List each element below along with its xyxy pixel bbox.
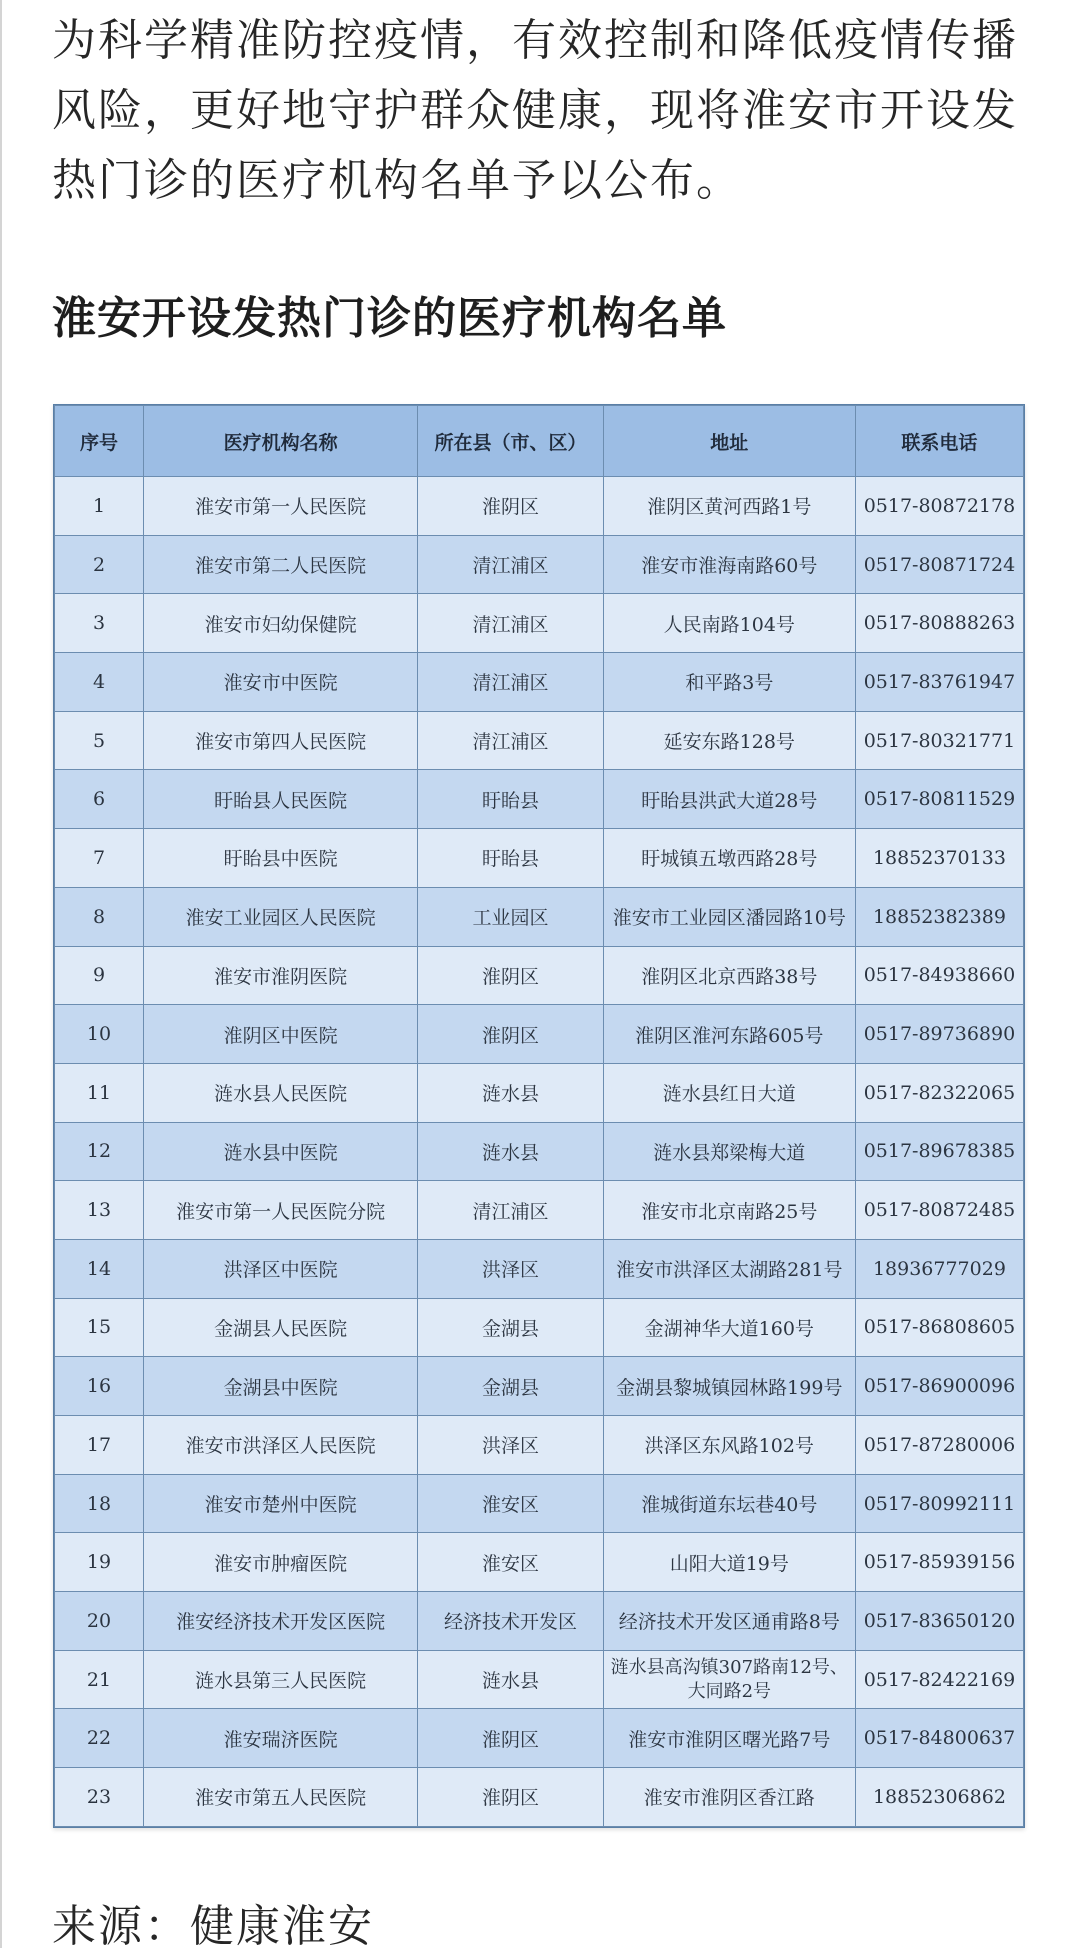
cell-phone: 0517-89736890 — [855, 1005, 1023, 1064]
cell-phone: 0517-85939156 — [855, 1533, 1023, 1592]
cell-district: 金湖县 — [418, 1357, 603, 1416]
cell-index: 13 — [55, 1181, 144, 1240]
header-district: 所在县（市、区） — [418, 406, 603, 477]
cell-institution: 淮安市肿瘤医院 — [143, 1533, 417, 1592]
cell-district: 清江浦区 — [418, 653, 603, 712]
table-row — [55, 1650, 1024, 1709]
table-row — [55, 1709, 1024, 1768]
cell-institution: 淮安市淮阴医院 — [143, 946, 417, 1005]
cell-index: 17 — [55, 1416, 144, 1475]
cell-address: 淮安市北京南路25号 — [603, 1181, 855, 1240]
table-row — [55, 829, 1024, 888]
table-row — [55, 1298, 1024, 1357]
cell-phone: 0517-84800637 — [855, 1709, 1023, 1768]
cell-district: 涟水县 — [418, 1063, 603, 1122]
cell-address: 人民南路104号 — [603, 594, 855, 653]
cell-district: 淮阴区 — [418, 477, 603, 536]
table-row — [55, 1592, 1024, 1651]
cell-institution: 涟水县第三人民医院 — [143, 1650, 417, 1709]
header-phone: 联系电话 — [855, 406, 1023, 477]
cell-district: 工业园区 — [418, 887, 603, 946]
source-line: 来源：健康淮安 — [52, 1901, 374, 1952]
table-row — [55, 711, 1024, 770]
cell-district: 涟水县 — [418, 1122, 603, 1181]
table-row — [55, 594, 1024, 653]
cell-institution: 涟水县人民医院 — [143, 1063, 417, 1122]
header-index: 序号 — [55, 406, 144, 477]
cell-district: 淮安区 — [418, 1533, 603, 1592]
cell-district: 清江浦区 — [418, 594, 603, 653]
cell-district: 经济技术开发区 — [418, 1592, 603, 1651]
table-row — [55, 1005, 1024, 1064]
cell-institution: 淮安工业园区人民医院 — [143, 887, 417, 946]
cell-phone: 0517-80871724 — [855, 535, 1023, 594]
table-body — [55, 477, 1024, 1827]
cell-institution: 淮安市第二人民医院 — [143, 535, 417, 594]
cell-district: 清江浦区 — [418, 535, 603, 594]
cell-index: 19 — [55, 1533, 144, 1592]
header-institution: 医疗机构名称 — [143, 406, 417, 477]
cell-phone: 0517-80872178 — [855, 477, 1023, 536]
cell-phone: 0517-82422169 — [855, 1650, 1023, 1709]
cell-address: 盱城镇五墩西路28号 — [603, 829, 855, 888]
cell-index: 14 — [55, 1239, 144, 1298]
cell-index: 8 — [55, 887, 144, 946]
cell-address: 涟水县红日大道 — [603, 1063, 855, 1122]
cell-phone: 0517-80888263 — [855, 594, 1023, 653]
table-row — [55, 1063, 1024, 1122]
cell-address: 淮安市工业园区潘园路10号 — [603, 887, 855, 946]
cell-phone: 0517-80321771 — [855, 711, 1023, 770]
cell-district: 清江浦区 — [418, 711, 603, 770]
cell-institution: 淮阴区中医院 — [143, 1005, 417, 1064]
cell-phone: 18936777029 — [855, 1239, 1023, 1298]
table-row — [55, 1122, 1024, 1181]
cell-institution: 金湖县人民医院 — [143, 1298, 417, 1357]
table-row — [55, 1416, 1024, 1475]
hospital-table — [54, 405, 1024, 1827]
table-row — [55, 946, 1024, 1005]
cell-address: 淮安市淮海南路60号 — [603, 535, 855, 594]
cell-address: 山阳大道19号 — [603, 1533, 855, 1592]
table-row — [55, 770, 1024, 829]
cell-institution: 淮安市第一人民医院 — [143, 477, 417, 536]
cell-address: 涟水县高沟镇307路南12号、大同路2号 — [603, 1650, 855, 1709]
cell-address: 淮阴区黄河西路1号 — [603, 477, 855, 536]
cell-address: 金湖神华大道160号 — [603, 1298, 855, 1357]
cell-index: 6 — [55, 770, 144, 829]
cell-phone: 0517-80992111 — [855, 1474, 1023, 1533]
cell-phone: 0517-82322065 — [855, 1063, 1023, 1122]
cell-district: 清江浦区 — [418, 1181, 603, 1240]
cell-district: 淮安区 — [418, 1474, 603, 1533]
table-row — [55, 1357, 1024, 1416]
cell-phone: 0517-87280006 — [855, 1416, 1023, 1475]
cell-district: 淮阴区 — [418, 1768, 603, 1827]
table-row — [55, 1474, 1024, 1533]
cell-address: 涟水县郑梁梅大道 — [603, 1122, 855, 1181]
cell-district: 淮阴区 — [418, 946, 603, 1005]
cell-index: 3 — [55, 594, 144, 653]
cell-district: 金湖县 — [418, 1298, 603, 1357]
table-row — [55, 535, 1024, 594]
hospital-table-image — [53, 404, 1025, 1828]
cell-index: 18 — [55, 1474, 144, 1533]
cell-institution: 淮安市第四人民医院 — [143, 711, 417, 770]
table-row — [55, 477, 1024, 536]
cell-index: 23 — [55, 1768, 144, 1827]
cell-address: 淮阴区淮河东路605号 — [603, 1005, 855, 1064]
cell-district: 洪泽区 — [418, 1416, 603, 1475]
cell-address: 延安东路128号 — [603, 711, 855, 770]
table-row — [55, 887, 1024, 946]
cell-institution: 淮安市第一人民医院分院 — [143, 1181, 417, 1240]
cell-institution: 淮安市中医院 — [143, 653, 417, 712]
cell-index: 4 — [55, 653, 144, 712]
cell-district: 洪泽区 — [418, 1239, 603, 1298]
cell-institution: 淮安市第五人民医院 — [143, 1768, 417, 1827]
table-row — [55, 1239, 1024, 1298]
cell-index: 22 — [55, 1709, 144, 1768]
cell-district: 盱眙县 — [418, 829, 603, 888]
cell-district: 盱眙县 — [418, 770, 603, 829]
cell-address: 经济技术开发区通甫路8号 — [603, 1592, 855, 1651]
intro-paragraph: 为科学精准防控疫情，有效控制和降低疫情传播风险，更好地守护群众健康，现将淮安市开设发热门诊的医疗机构名单予以公布。 — [52, 15, 1018, 206]
cell-index: 16 — [55, 1357, 144, 1416]
cell-phone: 0517-80872485 — [855, 1181, 1023, 1240]
cell-district: 淮阴区 — [418, 1005, 603, 1064]
cell-address: 盱眙县洪武大道28号 — [603, 770, 855, 829]
cell-institution: 洪泽区中医院 — [143, 1239, 417, 1298]
cell-institution: 淮安瑞济医院 — [143, 1709, 417, 1768]
cell-address: 淮安市淮阴区香江路 — [603, 1768, 855, 1827]
cell-index: 7 — [55, 829, 144, 888]
cell-index: 15 — [55, 1298, 144, 1357]
cell-institution: 淮安市楚州中医院 — [143, 1474, 417, 1533]
table-row — [55, 653, 1024, 712]
table-row — [55, 1768, 1024, 1827]
cell-phone: 18852370133 — [855, 829, 1023, 888]
cell-institution: 金湖县中医院 — [143, 1357, 417, 1416]
cell-institution: 淮安市妇幼保健院 — [143, 594, 417, 653]
table-row — [55, 1533, 1024, 1592]
cell-phone: 0517-83761947 — [855, 653, 1023, 712]
header-address: 地址 — [603, 406, 855, 477]
cell-phone: 18852306862 — [855, 1768, 1023, 1827]
cell-index: 2 — [55, 535, 144, 594]
cell-address: 淮城街道东坛巷40号 — [603, 1474, 855, 1533]
cell-institution: 盱眙县人民医院 — [143, 770, 417, 829]
section-title: 淮安开设发热门诊的医疗机构名单 — [52, 293, 727, 344]
cell-index: 21 — [55, 1650, 144, 1709]
cell-phone: 0517-89678385 — [855, 1122, 1023, 1181]
cell-district: 涟水县 — [418, 1650, 603, 1709]
cell-institution: 淮安经济技术开发区医院 — [143, 1592, 417, 1651]
cell-address: 和平路3号 — [603, 653, 855, 712]
cell-address: 洪泽区东风路102号 — [603, 1416, 855, 1475]
page-left-edge — [0, 0, 2, 1948]
cell-institution: 淮安市洪泽区人民医院 — [143, 1416, 417, 1475]
cell-institution: 涟水县中医院 — [143, 1122, 417, 1181]
table-row — [55, 1181, 1024, 1240]
cell-index: 12 — [55, 1122, 144, 1181]
cell-address: 淮阴区北京西路38号 — [603, 946, 855, 1005]
cell-district: 淮阴区 — [418, 1709, 603, 1768]
cell-index: 5 — [55, 711, 144, 770]
cell-phone: 0517-86900096 — [855, 1357, 1023, 1416]
cell-phone: 18852382389 — [855, 887, 1023, 946]
table-header-row — [55, 406, 1024, 477]
cell-phone: 0517-84938660 — [855, 946, 1023, 1005]
cell-address: 淮安市洪泽区太湖路281号 — [603, 1239, 855, 1298]
cell-phone: 0517-83650120 — [855, 1592, 1023, 1651]
cell-address: 淮安市淮阴区曙光路7号 — [603, 1709, 855, 1768]
cell-index: 1 — [55, 477, 144, 536]
cell-index: 20 — [55, 1592, 144, 1651]
cell-phone: 0517-86808605 — [855, 1298, 1023, 1357]
cell-index: 11 — [55, 1063, 144, 1122]
cell-phone: 0517-80811529 — [855, 770, 1023, 829]
cell-institution: 盱眙县中医院 — [143, 829, 417, 888]
cell-index: 9 — [55, 946, 144, 1005]
cell-index: 10 — [55, 1005, 144, 1064]
cell-address: 金湖县黎城镇园林路199号 — [603, 1357, 855, 1416]
